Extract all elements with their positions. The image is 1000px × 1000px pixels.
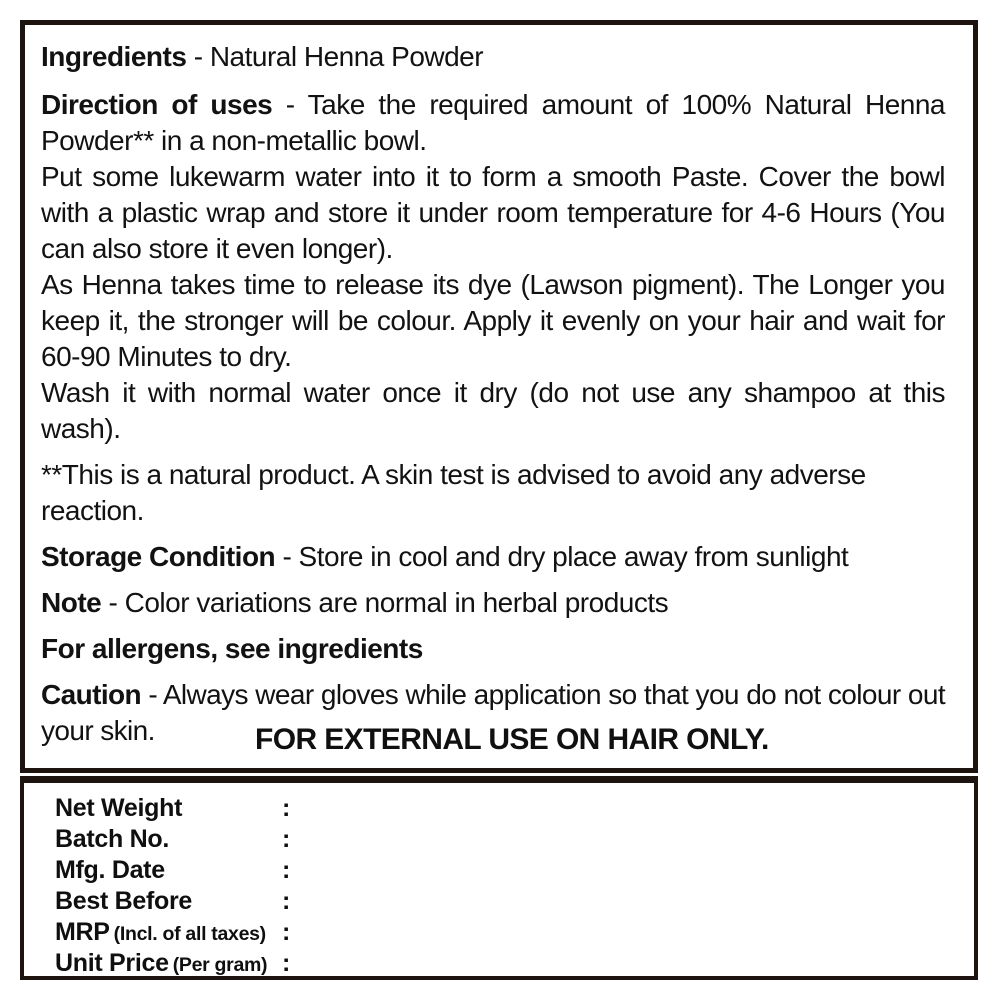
unit-price-colon: : <box>282 949 291 977</box>
directions-lead <box>41 87 945 159</box>
detail-row-best-before <box>55 887 974 918</box>
mrp-label <box>55 918 282 949</box>
storage-separator: - <box>282 541 292 572</box>
best-before-colon: : <box>282 887 291 915</box>
allergens-line: For allergens, see ingredients <box>41 633 423 664</box>
mrp-sub: (Incl. of all taxes) <box>113 923 266 945</box>
ingredients-heading: Ingredients <box>41 41 187 72</box>
mrp-label-text: MRP <box>55 918 110 946</box>
caution-separator: - <box>148 679 158 710</box>
directions-separator: - <box>285 89 295 120</box>
unit-price-label <box>55 949 282 980</box>
ingredients-separator: - <box>193 41 203 72</box>
best-before-label <box>55 887 282 918</box>
best-before-label-text: Best Before <box>55 887 193 915</box>
external-use-warning: FOR EXTERNAL USE ON HAIR ONLY. <box>255 723 769 756</box>
ingredients-line <box>41 39 945 75</box>
net-weight-colon: : <box>282 794 291 822</box>
storage-condition-line <box>41 539 945 575</box>
detail-row-batch-no <box>55 825 974 856</box>
note-text: Color variations are normal in herbal products <box>124 587 669 618</box>
note-line <box>41 585 945 621</box>
mrp-colon: : <box>282 918 291 946</box>
storage-text: Store in cool and dry place away from sunlight <box>298 541 849 572</box>
caution-text: Always wear gloves while application so that you do not colour out your skin. <box>41 679 945 746</box>
info-panel <box>20 20 978 773</box>
mfg-date-label <box>55 856 282 887</box>
detail-row-mfg-date <box>55 856 974 887</box>
note-separator: - <box>108 587 118 618</box>
natural-product-disclaimer: **This is a natural product. A skin test is advised to avoid any adverse reaction. <box>41 459 866 526</box>
detail-row-unit-price <box>55 949 974 980</box>
directions-heading: Direction of uses <box>41 89 273 120</box>
net-weight-label-text: Net Weight <box>55 794 183 822</box>
ingredients-text: Natural Henna Powder <box>209 41 484 72</box>
batch-no-label-text: Batch No. <box>55 825 169 853</box>
mfg-date-label-text: Mfg. Date <box>55 856 165 884</box>
detail-row-mrp <box>55 918 974 949</box>
caution-heading: Caution <box>41 679 142 710</box>
batch-no-label <box>55 825 282 856</box>
detail-row-net-weight <box>55 794 974 825</box>
note-heading: Note <box>41 587 102 618</box>
storage-heading: Storage Condition <box>41 541 276 572</box>
directions-lead-text: Take the required amount of 100% Natural Henna Powder** in a non-metallic bowl. <box>41 89 945 156</box>
unit-price-sub: (Per gram) <box>172 954 268 976</box>
batch-no-colon: : <box>282 825 291 853</box>
directions-step: Wash it with normal water once it dry (do not use any shampoo at this wash). <box>41 377 945 444</box>
directions-step: Put some lukewarm water into it to form a smooth Paste. Cover the bowl with a plastic wrap and store it under room temperature for 4-6 Hours (You can also store it even longer). <box>41 161 945 264</box>
mfg-date-colon: : <box>282 856 291 884</box>
directions-step: As Henna takes time to release its dye (Lawson pigment). The Longer you keep it, the stronger will be colour. Apply it evenly on your hair and wait for 60-90 Minutes to dry. <box>41 269 945 372</box>
net-weight-label <box>55 794 282 825</box>
unit-price-label-text: Unit Price <box>55 949 169 977</box>
details-panel <box>20 776 978 980</box>
